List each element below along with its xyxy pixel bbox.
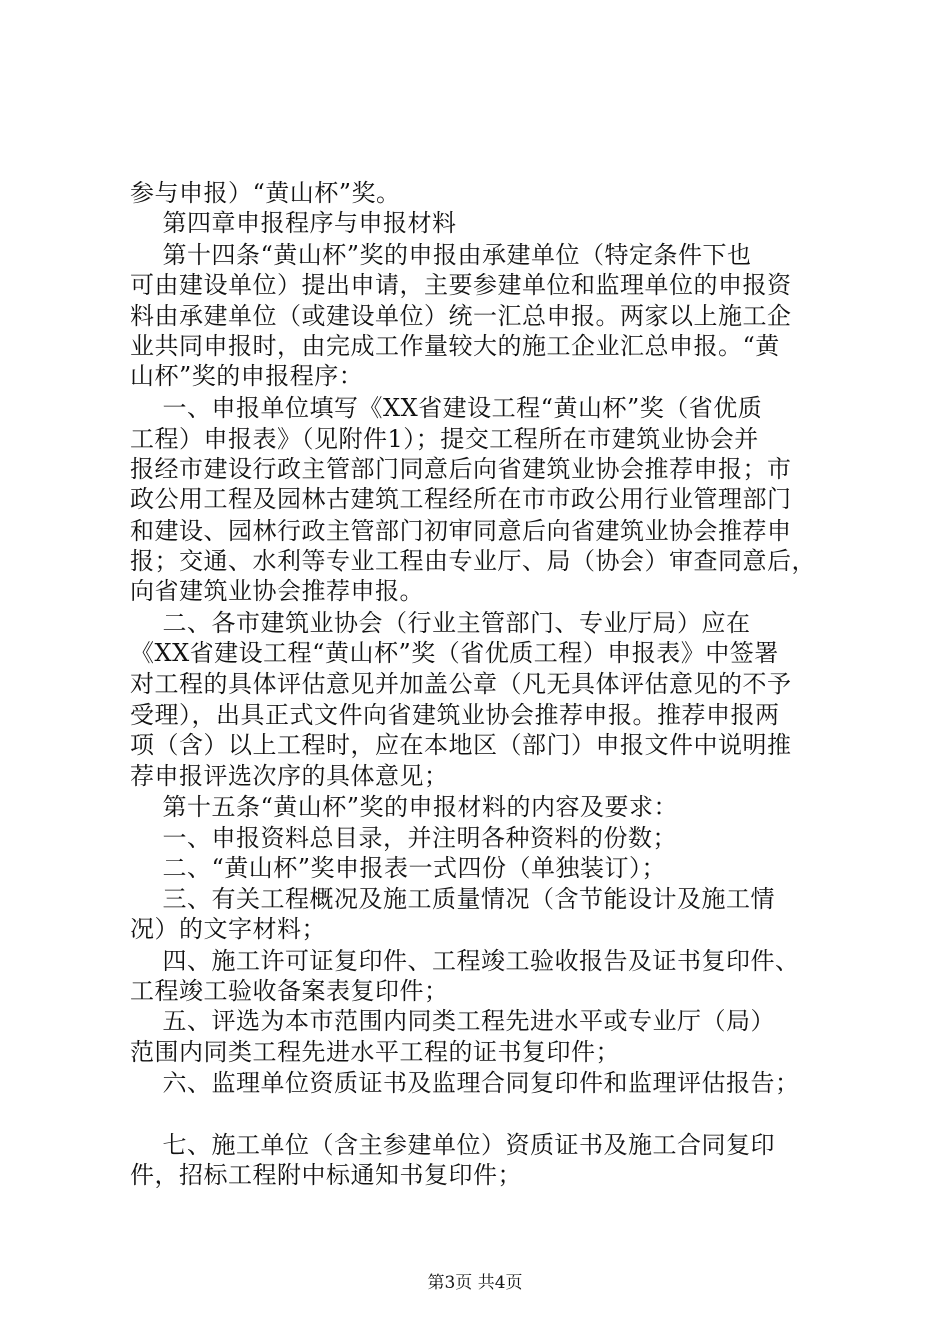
- text-line: 工程竣工验收备案表复印件；: [130, 977, 449, 1005]
- text-line: 三、有关工程概况及施工质量情况（含节能设计及施工情: [130, 885, 776, 913]
- text-line: 二、“黄山杯”奖申报表一式四份（单独装订）；: [130, 854, 667, 882]
- text-line: 况）的文字材料；: [130, 915, 326, 943]
- text-line: 报；交通、水利等专业工程由专业厅、局（协会）审查同意后，: [130, 547, 816, 575]
- text-line: 《XX省建设工程“黄山杯”奖（省优质工程）申报表》中签署: [130, 639, 779, 667]
- text-line: 报经市建设行政主管部门同意后向省建筑业协会推荐申报；市: [130, 455, 792, 483]
- text-line: 和建设、园林行政主管部门初审同意后向省建筑业协会推荐申: [130, 517, 792, 545]
- text-line: 一、申报单位填写《XX省建设工程“黄山杯”奖（省优质: [130, 394, 763, 422]
- text-line: 五、评选为本市范围内同类工程先进水平或专业厅（局）: [130, 1007, 776, 1035]
- text-line: 山杯”奖的申报程序：: [130, 362, 364, 390]
- text-line: 料由承建单位（或建设单位）统一汇总申报。两家以上施工企: [130, 302, 792, 330]
- text-line: 参与申报）“黄山杯”奖。: [130, 179, 401, 207]
- text-line: 第十五条“黄山杯”奖的申报材料的内容及要求：: [130, 793, 679, 821]
- text-line: 件，招标工程附中标通知书复印件；: [130, 1161, 522, 1189]
- chapter-heading: 第四章申报程序与申报材料: [130, 209, 457, 237]
- text-line: 政公用工程及园林古建筑工程经所在市市政公用行业管理部门: [130, 485, 792, 513]
- page-number-footer: 第3页 共4页: [427, 1273, 523, 1293]
- text-line: 向省建筑业协会推荐申报。: [130, 577, 424, 605]
- text-line: [130, 1099, 830, 1129]
- text-line: 第十四条“黄山杯”奖的申报由承建单位（特定条件下也: [130, 241, 752, 269]
- text-line: 四、施工许可证复印件、工程竣工验收报告及证书复印件、: [130, 947, 800, 975]
- text-line: 受理），出具正式文件向省建筑业协会推荐申报。推荐申报两: [130, 701, 780, 729]
- text-line: 对工程的具体评估意见并加盖公章（凡无具体评估意见的不予: [130, 670, 792, 698]
- text-line: 七、施工单位（含主参建单位）资质证书及施工合同复印: [130, 1131, 776, 1159]
- text-line: 工程）申报表》（见附件1）；提交工程所在市建筑业协会并: [130, 425, 759, 453]
- text-line: 范围内同类工程先进水平工程的证书复印件；: [130, 1038, 620, 1066]
- text-line: 业共同申报时，由完成工作量较大的施工企业汇总申报。“黄: [130, 332, 780, 360]
- text-line: 荐申报评选次序的具体意见；: [130, 762, 449, 790]
- text-line: 项（含）以上工程时，应在本地区（部门）申报文件中说明推: [130, 731, 792, 759]
- text-line: 二、各市建筑业协会（行业主管部门、专业厅局）应在: [130, 609, 751, 637]
- text-line: 可由建设单位）提出申请，主要参建单位和监理单位的申报资: [130, 271, 792, 299]
- text-line: 一、申报资料总目录，并注明各种资料的份数；: [130, 824, 678, 852]
- text-line: 六、监理单位资质证书及监理合同复印件和监理评估报告；: [130, 1069, 800, 1097]
